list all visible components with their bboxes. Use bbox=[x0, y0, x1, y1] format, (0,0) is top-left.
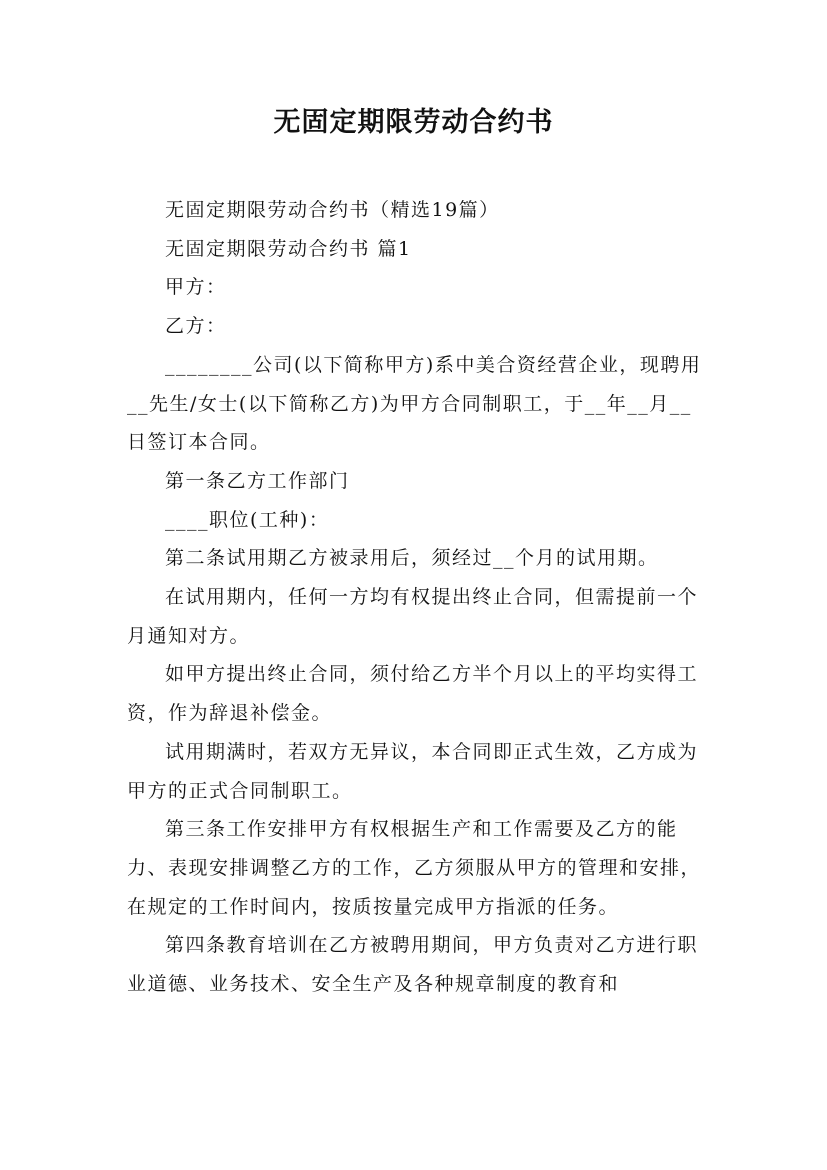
paragraph-preamble: ________公司(以下简称甲方)系中美合资经营企业，现聘用__先生/女士(以下简称乙方)为甲方合同制职工，于__年__月__日签订本合同。 bbox=[127, 353, 702, 454]
paragraph-article-4: 第四条教育培训在乙方被聘用期间，甲方负责对乙方进行职业道德、业务技术、安全生产及各种规章制度的教育和 bbox=[127, 934, 699, 996]
document-title: 无固定期限劳动合约书 bbox=[273, 107, 554, 138]
paragraph-article-1: 第一条乙方工作部门 bbox=[165, 469, 350, 492]
paragraph-probation-termination: 在试用期内，任何一方均有权提出终止合同，但需提前一个月通知对方。 bbox=[127, 586, 699, 647]
paragraph-subtitle: 无固定期限劳动合约书（精选19篇） bbox=[165, 199, 500, 221]
paragraph-probation-end: 试用期满时，若双方无异议，本合同即正式生效，乙方成为甲方的正式合同制职工。 bbox=[127, 740, 699, 802]
document-body bbox=[127, 191, 707, 1004]
paragraph-party-b: 乙方： bbox=[165, 315, 227, 338]
paragraph-article-2: 第二条试用期乙方被录用后，须经过__个月的试用期。 bbox=[165, 547, 659, 570]
paragraph-party-a: 甲方： bbox=[165, 276, 227, 299]
paragraph-position: ____职位(工种)： bbox=[165, 508, 330, 531]
paragraph-article-3: 第三条工作安排甲方有权根据生产和工作需要及乙方的能力、表现安排调整乙方的工作，乙方须服从甲方的管理和安排，在规定的工作时间内，按质按量完成甲方指派的任务。 bbox=[127, 818, 702, 918]
paragraph-chapter-heading: 无固定期限劳动合约书 篇1 bbox=[165, 237, 412, 260]
paragraph-compensation: 如甲方提出终止合同，须付给乙方半个月以上的平均实得工资，作为辞退补偿金。 bbox=[127, 663, 699, 725]
